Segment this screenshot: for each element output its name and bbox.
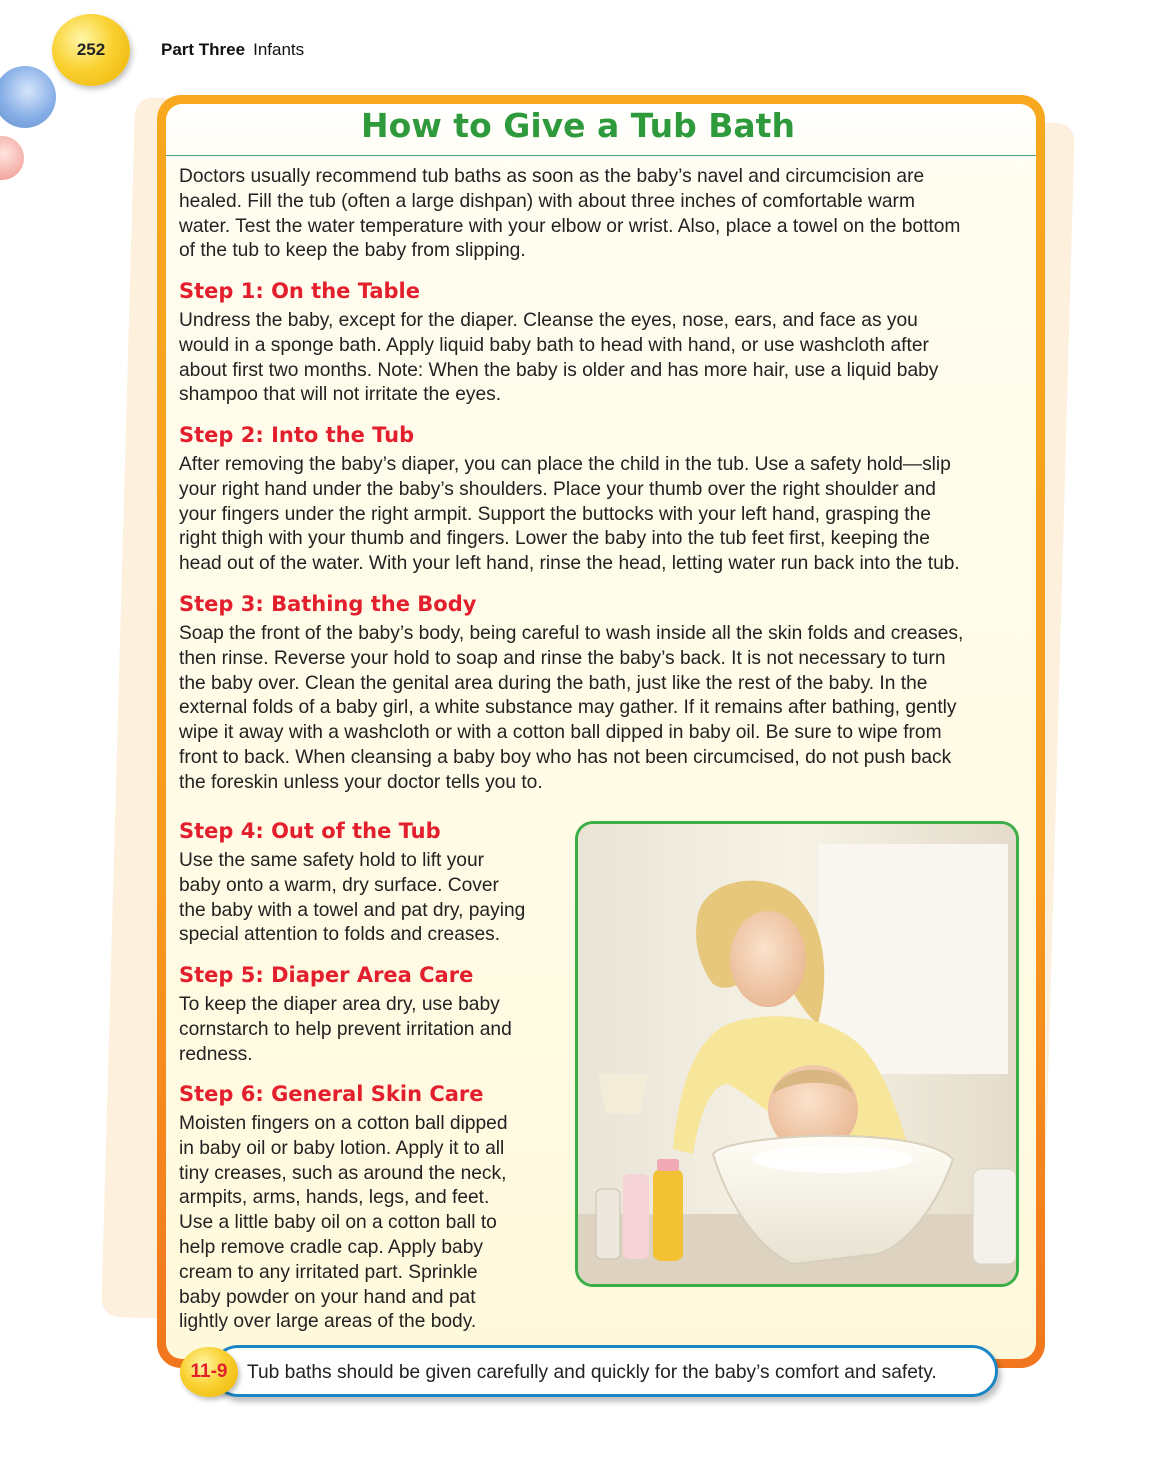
step-1-heading: Step 1: On the Table: [179, 279, 420, 303]
text-line: wipe it away with a washcloth or with a cotton ball dipped in baby oil. Be sure to wipe from: [179, 722, 942, 744]
text-line: of the tub to keep the baby from slipping.: [179, 240, 526, 262]
lamp-shade: [598, 1074, 648, 1114]
text-line: Moisten fingers on a cotton ball dipped: [179, 1113, 508, 1134]
figure-number-badge: [180, 1347, 238, 1397]
text-line: would in a sponge bath. Apply liquid baby bath to head with hand, or use washcloth after: [179, 334, 929, 356]
bath-photo-illustration: [578, 824, 1016, 1284]
text-line: Doctors usually recommend tub baths as soon as the baby’s navel and circumcision are: [179, 166, 925, 187]
page-number-badge: [52, 14, 130, 86]
text-line: the baby over. Clean the genital area during the bath, just like the rest of the baby. In the: [179, 672, 928, 694]
part-name: Infants: [253, 40, 305, 59]
intro-paragraph: [179, 165, 1029, 264]
mother-face: [730, 911, 806, 1007]
step-5-paragraph: [179, 993, 557, 1067]
text-line: baby powder on your hand and pat: [179, 1286, 476, 1308]
step-2-paragraph: [179, 453, 1029, 577]
towel-stack: [973, 1169, 1016, 1264]
text-line: head out of the water. With your left hand, rinse the head, letting water run back into the tub.: [179, 553, 960, 575]
text-line: To keep the diaper area dry, use baby: [179, 994, 500, 1015]
figure-caption: Tub baths should be given carefully and quickly for the baby’s comfort and safety.: [247, 1362, 937, 1383]
text-line: then rinse. Reverse your hold to soap and rinse the baby’s back. It is not necessary to turn: [179, 647, 946, 669]
step-5-heading: Step 5: Diaper Area Care: [179, 963, 474, 987]
part-label: Part Three: [161, 40, 246, 59]
text-line: right thigh with your thumb and fingers. Lower the baby into the tub feet first, keeping the: [179, 528, 930, 550]
text-line: redness.: [179, 1043, 253, 1065]
bath-photo: [575, 821, 1019, 1287]
step-4-heading: Step 4: Out of the Tub: [179, 819, 441, 843]
text-line: the foreskin unless your doctor tells you to.: [179, 771, 543, 793]
page-number: 252: [76, 40, 106, 59]
text-line: tiny creases, such as around the neck,: [179, 1162, 507, 1184]
text-line: lightly over large areas of the body.: [179, 1311, 477, 1333]
bottle-clear: [596, 1189, 620, 1259]
text-line: Use a little baby oil on a cotton ball to: [179, 1212, 497, 1234]
title-divider: [166, 155, 1036, 156]
bottle-yellow: [653, 1169, 683, 1261]
bottle-cap-pink: [657, 1159, 679, 1171]
text-line: healed. Fill the tub (often a large dishpan) with about three inches of comfortable warm: [179, 190, 915, 212]
page-title: How to Give a Tub Bath: [361, 106, 795, 145]
bottle-pink: [623, 1174, 649, 1259]
step-6-paragraph: [179, 1112, 557, 1335]
step-2-heading: Step 2: Into the Tub: [179, 423, 415, 447]
running-header: [161, 40, 304, 60]
text-line: Soap the front of the baby’s body, being careful to wash inside all the skin folds and creases,: [179, 623, 964, 644]
step-3-heading: Step 3: Bathing the Body: [179, 592, 477, 616]
step-3-paragraph: [179, 622, 1029, 796]
text-line: cream to any irritated part. Sprinkle: [179, 1261, 478, 1283]
text-line: baby onto a warm, dry surface. Cover: [179, 874, 499, 896]
text-line: shampoo that will not irritate the eyes.: [179, 384, 502, 406]
step-4-paragraph: [179, 849, 557, 948]
figure-caption-bar: [212, 1345, 998, 1397]
step-1-paragraph: [179, 309, 1029, 408]
text-line: cornstarch to help prevent irritation and: [179, 1018, 512, 1040]
text-line: special attention to folds and creases.: [179, 924, 501, 946]
text-line: your fingers under the right armpit. Support the buttocks with your left hand, grasping the: [179, 503, 931, 525]
step-6-heading: Step 6: General Skin Care: [179, 1082, 484, 1106]
text-line: help remove cradle cap. Apply baby: [179, 1236, 483, 1258]
text-line: Use the same safety hold to lift your: [179, 850, 485, 871]
text-line: your right hand under the baby’s shoulders. Place your thumb over the right shoulder and: [179, 478, 936, 500]
text-line: armpits, arms, hands, legs, and feet.: [179, 1187, 490, 1209]
text-line: front to back. When cleansing a baby boy who has not been circumcised, do not push back: [179, 746, 952, 768]
bath-foam: [753, 1145, 913, 1173]
text-line: in baby oil or baby lotion. Apply it to all: [179, 1137, 505, 1159]
text-line: external folds of a baby girl, a white substance may gather. If it remains after bathing, gently: [179, 697, 957, 719]
text-line: the baby with a towel and pat dry, paying: [179, 899, 526, 921]
text-line: Undress the baby, except for the diaper. Cleanse the eyes, nose, ears, and face as you: [179, 310, 918, 331]
text-line: about first two months. Note: When the baby is older and has more hair, use a liquid baby: [179, 359, 939, 381]
figure-number: 11-9: [190, 1361, 228, 1382]
text-line: After removing the baby’s diaper, you can place the child in the tub. Use a safety hold—slip: [179, 454, 951, 475]
text-line: water. Test the water temperature with your elbow or wrist. Also, place a towel on the bottom: [179, 215, 961, 237]
